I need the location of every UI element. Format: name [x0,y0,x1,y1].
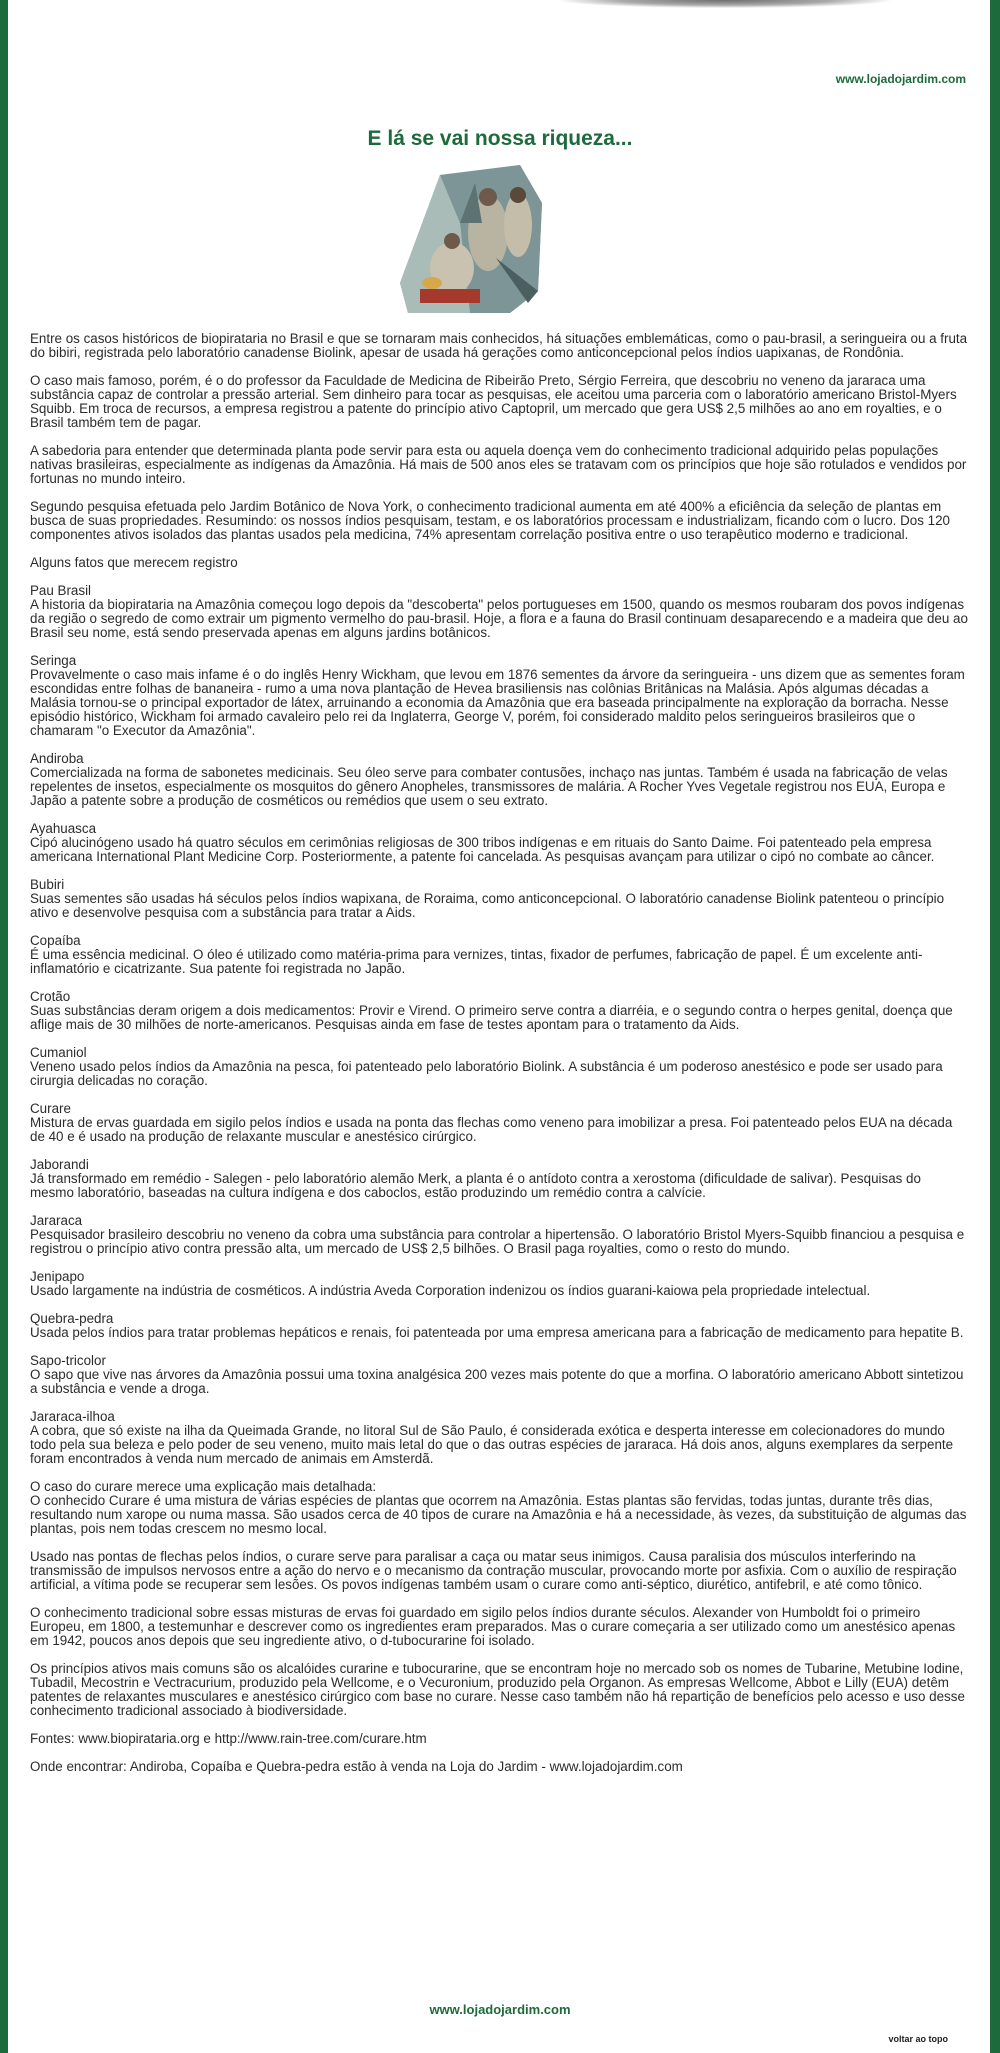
closing-paragraph: O conhecimento tradicional sobre essas misturas de ervas foi guardado em sigilo pelos índios durante séculos. Alexander von Humboldt foi o primeiro Europeu, em 1800, a testemunhar e descrever como os ingredientes eram preparados. Mas o curare começaria a ser utilizado como um anestésico apenas em 1942, poucos anos depois que seu ingrediente ativo, o d-tubocurarine foi isolado. [30,1605,956,1648]
right-border-bar [990,0,1000,2053]
curare-detail-text: O conhecido Curare é uma mistura de várias espécies de plantas que ocorrem na Amazônia. Estas plantas são fervidas, todas juntas, durante três dias, resultando num xarope ou numa massa. São usados cerca de 40 tipos de curare na Amazônia e há a necessidade, às vezes, da substituição de algumas das plantas, pois nem todas crescem no mesmo local. [30,1493,967,1536]
intro-paragraph: O caso mais famoso, porém, é o do professor da Faculdade de Medicina de Ribeirão Preto, Sérgio Ferreira, que descobriu no veneno da jararaca uma substância capaz de controlar a pressão arterial. Sem dinheiro para tocar as pesquisas, ele aceitou uma parceria com o laboratório americano Bristol-Myers Squibb. Em troca de recursos, a empresa registrou a patente do princípio ativo Captopril, um mercado que gera US$ 2,5 milhões ao ano em royalties, e o Brasil também tem de pagar. [30,373,957,430]
fact-title: Jenipapo [30,1269,85,1284]
fact-text: Usado largamente na indústria de cosméticos. A indústria Aveda Corporation indenizou os índios guarani-kaiowa pela propriedade intelectual. [30,1283,871,1298]
fact-title: Curare [30,1101,71,1116]
fact-item [30,822,968,864]
fact-item [30,1354,968,1396]
fact-title: Seringa [30,653,77,668]
fact-title: Ayahuasca [30,821,97,836]
fact-item [30,1158,968,1200]
indigenous-mural-illustration [400,163,546,313]
site-link-top[interactable]: www.lojadojardim.com [835,72,966,86]
fact-text: Cipó alucinógeno usado há quatro séculos em cerimônias religiosas de 300 tribos indígenas e em rituais do Santo Daime. Foi patenteado pela empresa americana International Plant Medicine Corp. Posteriormente, a patente foi cancelada. As pesquisas avançam para utilizar o cipó no combate ao câncer. [30,835,935,864]
fact-text: A historia da biopirataria na Amazônia começou logo depois da "descoberta" pelos portugueses em 1500, quando os mesmos roubaram dos povos indígenas da região o segredo de como extrair um pigmento vermelho do pau-brasil. Hoje, a flora e a fauna do Brasil continuam desaparecendo e a madeira que deu ao Brasil seu nome, está sendo preservada apenas em alguns jardins botânicos. [30,597,968,640]
top-shadow-decoration [560,0,890,8]
fact-text: A cobra, que só existe na ilha da Queimada Grande, no litoral Sul de São Paulo, é considerada exótica e desperta interesse em colecionadores do mundo todo pela sua beleza e pelo poder de seu veneno, muito mais letal do que o das outras espécies de jararaca. Há dois anos, alguns exemplares da serpente foram encontrados à venda num mercado de animais em Amsterdã. [30,1423,954,1466]
page-title: E lá se vai nossa riqueza... [367,127,633,150]
fact-title: Copaíba [30,933,81,948]
fact-text: Já transformado em remédio - Salegen - pelo laboratório alemão Merk, a planta é o antídoto contra a xerostoma (dificuldade de salivar). Pesquisas do mesmo laboratório, baseadas na cultura indígena e dos caboclos, estão produzindo um remédio contra a calvície. [30,1171,921,1200]
fact-item [30,1270,968,1298]
fact-text: Suas substâncias deram origem a dois medicamentos: Provir e Virend. O primeiro serve contra a diarréia, e o segundo contra o herpes genital, doença que aflige mais de 30 milhões de norte-americanos. Pesquisas ainda em fase de testes apontam para o tratamento da Aids. [30,1003,953,1032]
article-body [30,332,968,1788]
fact-item [30,934,968,976]
fact-title: Pau Brasil [30,583,92,598]
fact-title: Bubiri [30,877,65,892]
sources-line: Fontes: www.biopirataria.org e http://www.rain-tree.com/curare.htm [30,1731,427,1746]
fact-text: Mistura de ervas guardada em sigilo pelos índios e usada na ponta das flechas como veneno para imobilizar a presa. Foi patenteado pelos EUA na década de 40 e é usado na produção de relaxante muscular e anestésico cirúrgico. [30,1115,953,1144]
fact-text: Provavelmente o caso mais infame é o do inglês Henry Wickham, que levou em 1876 sementes da árvore da seringueira - uns dizem que as sementes foram escondidas entre folhas de bananeira - rumo a uma nova plantação de Hevea brasiliensis nas colônias Britânicas na Malásia. Após algumas décadas a Malásia tornou-se o principal exportador de látex, arruinando a economia da Amazônia que era baseada principalmente na exploração da borracha. Nesse episódio histórico, Wickham foi armado cavaleiro pelo rei da Inglaterra, George V, porém, foi considerado maldito pelos seringueiros brasileiros que o chamaram "o Executor da Amazônia". [30,667,965,738]
fact-item [30,1214,968,1256]
fact-title: Crotão [30,989,71,1004]
fact-title: Sapo-tricolor [30,1353,106,1368]
site-link-bottom[interactable]: www.lojadojardim.com [429,2002,571,2017]
left-border-bar [0,0,8,2053]
fact-text: Pesquisador brasileiro descobriu no veneno da cobra uma substância para controlar a hipertensão. O laboratório Bristol Myers-Squibb financiou a pesquisa e registrou o princípio ativo contra pressão alta, um mercado de US$ 2,5 bilhões. O Brasil paga royalties, como o resto do mundo. [30,1227,965,1256]
fact-title: Jararaca-ilhoa [30,1409,115,1424]
fact-title: Andiroba [30,751,84,766]
fact-item [30,990,968,1032]
fact-item [30,878,968,920]
fact-text: Comercializada na forma de sabonetes medicinais. Seu óleo serve para combater contusões, inchaço nas juntas. Também é usada na fabricação de velas repelentes de insetos, especialmente os mosquitos do gênero Anopheles, transmissores de malária. A Rocher Yves Vegetale registrou nos EUA, Europa e Japão a patente sobre a produção de cosméticos ou remédios que usem o seu extrato. [30,765,948,808]
curare-detail-title: O caso do curare merece uma explicação mais detalhada: [30,1479,377,1494]
fact-title: Quebra-pedra [30,1311,114,1326]
fact-text: É uma essência medicinal. O óleo é utilizado como matéria-prima para vernizes, tintas, fixador de perfumes, fabricação de papel. É um excelente anti-inflamatório e cicatrizante. Sua patente foi registrada no Japão. [30,947,923,976]
fact-item [30,1046,968,1088]
fact-text: O sapo que vive nas árvores da Amazônia possui uma toxina analgésica 200 vezes mais potente do que a morfina. O laboratório americano Abbott sintetizou a substância e vende a droga. [30,1367,964,1396]
closing-paragraph: Usado nas pontas de flechas pelos índios, o curare serve para paralisar a caça ou matar seus inimigos. Causa paralisia dos músculos interferindo na transmissão de impulsos nervosos entre a ação do nervo e o mecanismo da contração muscular, provocando morte por asfixia. Com o auxílio de respiração artificial, a vítima pode se recuperar sem lesões. Os povos indígenas também usam o curare como anti-séptico, diurético, antifebril, e até como tônico. [30,1549,957,1592]
back-to-top-link[interactable]: voltar ao topo [888,2034,948,2044]
fact-title: Jararaca [30,1213,83,1228]
fact-item [30,752,968,808]
where-to-buy-line: Onde encontrar: Andiroba, Copaíba e Quebra-pedra estão à venda na Loja do Jardim - www.lojadojardim.com [30,1759,683,1774]
intro-paragraph: Entre os casos históricos de biopirataria no Brasil e que se tornaram mais conhecidos, há situações emblemáticas, como o pau-brasil, a seringueira ou a fruta do bibiri, registrada pelo laboratório canadense Biolink, apesar de usada há gerações como anticoncepcional pelos índios uapixanas, de Rondônia. [30,331,968,360]
curare-detail [30,1480,968,1536]
closing-paragraph: Os princípios ativos mais comuns são os alcalóides curarine e tubocurarine, que se encontram hoje no mercado sob os nomes de Tubarine, Metubine Iodine, Tubadil, Mecostrin e Vectracurium, produzido pela Wellcome, e o Vecuronium, produzido pela Organon. As empresas Wellcome, Abbot e Lilly (EUA) detêm patentes de relaxantes musculares e anestésico cirúrgico com base no curare. Nesse caso também não há repartição de benefícios pelo acesso e uso desse conhecimento tradicional associado à biodiversidade. [30,1661,965,1718]
fact-item [30,584,968,640]
intro-paragraph: A sabedoria para entender que determinada planta pode servir para esta ou aquela doença vem do conhecimento tradicional adquirido pelas populações nativas brasileiras, especialmente as indígenas da Amazônia. Há mais de 500 anos eles se tratavam com os princípios que hoje são rotulados e vendidos por fortunas no mundo inteiro. [30,443,967,486]
fact-text: Usada pelos índios para tratar problemas hepáticos e renais, foi patenteada por uma empresa americana para a fabricação de medicamento para hepatite B. [30,1325,964,1340]
fact-title: Jaborandi [30,1157,89,1172]
fact-item [30,654,968,738]
fact-item [30,1102,968,1144]
section-heading-facts: Alguns fatos que merecem registro [30,555,238,570]
fact-text: Veneno usado pelos índios da Amazônia na pesca, foi patenteado pelo laboratório Biolink. A substância é um poderoso anestésico e pode ser usado para cirurgia delicadas no coração. [30,1059,943,1088]
fact-text: Suas sementes são usadas há séculos pelos índios wapixana, de Roraima, como anticoncepcional. O laboratório canadense Biolink patenteou o princípio ativo e desenvolve pesquisa com a substância para tratar a Aids. [30,891,945,920]
fact-item [30,1410,968,1466]
fact-title: Cumaniol [30,1045,87,1060]
intro-paragraph: Segundo pesquisa efetuada pelo Jardim Botânico de Nova York, o conhecimento tradicional aumenta em até 400% a eficiência da seleção de plantas em busca de suas propriedades. Resumindo: os nossos índios pesquisam, testam, e os laboratórios processam e industrializam, ficando com o lucro. Dos 120 componentes ativos isolados das plantas usados pela medicina, 74% apresentam correlação positiva entre o uso terapêutico moderno e tradicional. [30,499,950,542]
fact-item [30,1312,968,1340]
